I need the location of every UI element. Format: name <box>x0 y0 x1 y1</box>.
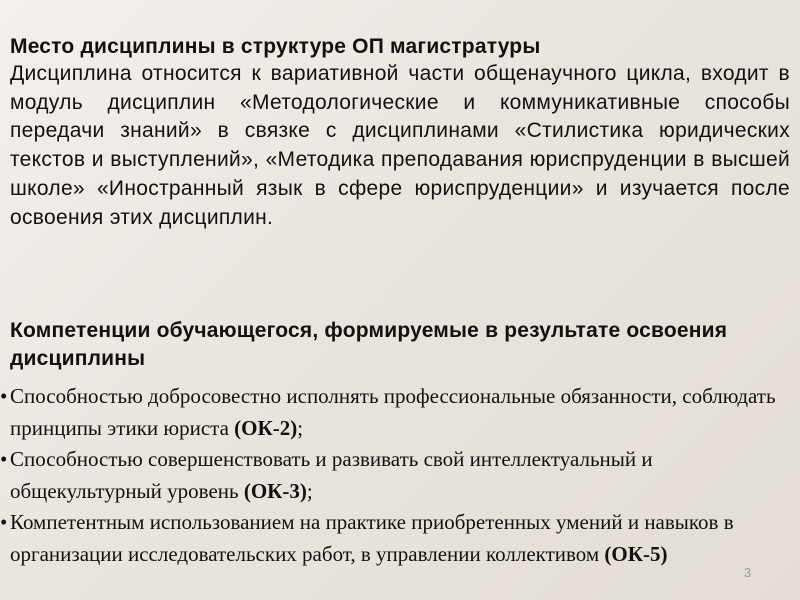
competence-code: (ОК‑2) <box>234 415 298 440</box>
bullet-icon: • <box>0 384 8 408</box>
list-item <box>0 381 798 444</box>
discipline-description-paragraph: Дисциплина относится к вариативной части общенаучного цикла, входит в модуль дисциплин «Методологические и коммуникативные способы передачи знаний» в связке с дисциплинами «Стилистика юридических текстов и выступлений», «Методика преподавания юриспруденции в высшей школе» «Иностранный язык в сфере юриспруденции» и изучается после освоения этих дисциплин. <box>10 62 790 229</box>
competence-code: (ОК‑5) <box>604 541 668 566</box>
competence-text: Способностью добросовестно исполнять профессиональные обязанности, соблюдать принципы этики юриста <box>10 384 776 440</box>
list-item <box>0 507 798 570</box>
list-item <box>0 444 798 507</box>
competence-text: Компетентным использованием на практике приобретенных умений и навыков в организации исследовательских работ, в управлении коллективом <box>10 510 734 566</box>
competence-tail: ; <box>306 478 313 503</box>
bullet-icon: • <box>0 447 8 471</box>
competence-tail: ; <box>297 415 304 440</box>
competence-code: (ОК‑3) <box>243 478 307 503</box>
page-number: 3 <box>744 565 752 580</box>
competence-text: Способностью совершенствовать и развивать свой интеллектуальный и общекультурный уровень <box>10 447 653 503</box>
section-heading-competences: Компетенции обучающегося, формируемые в результате освоения дисциплины <box>10 319 728 370</box>
section-heading-discipline-place: Место дисциплины в структуре ОП магистратуры <box>10 35 541 58</box>
bullet-icon: • <box>0 510 8 534</box>
competences-list <box>0 381 798 570</box>
